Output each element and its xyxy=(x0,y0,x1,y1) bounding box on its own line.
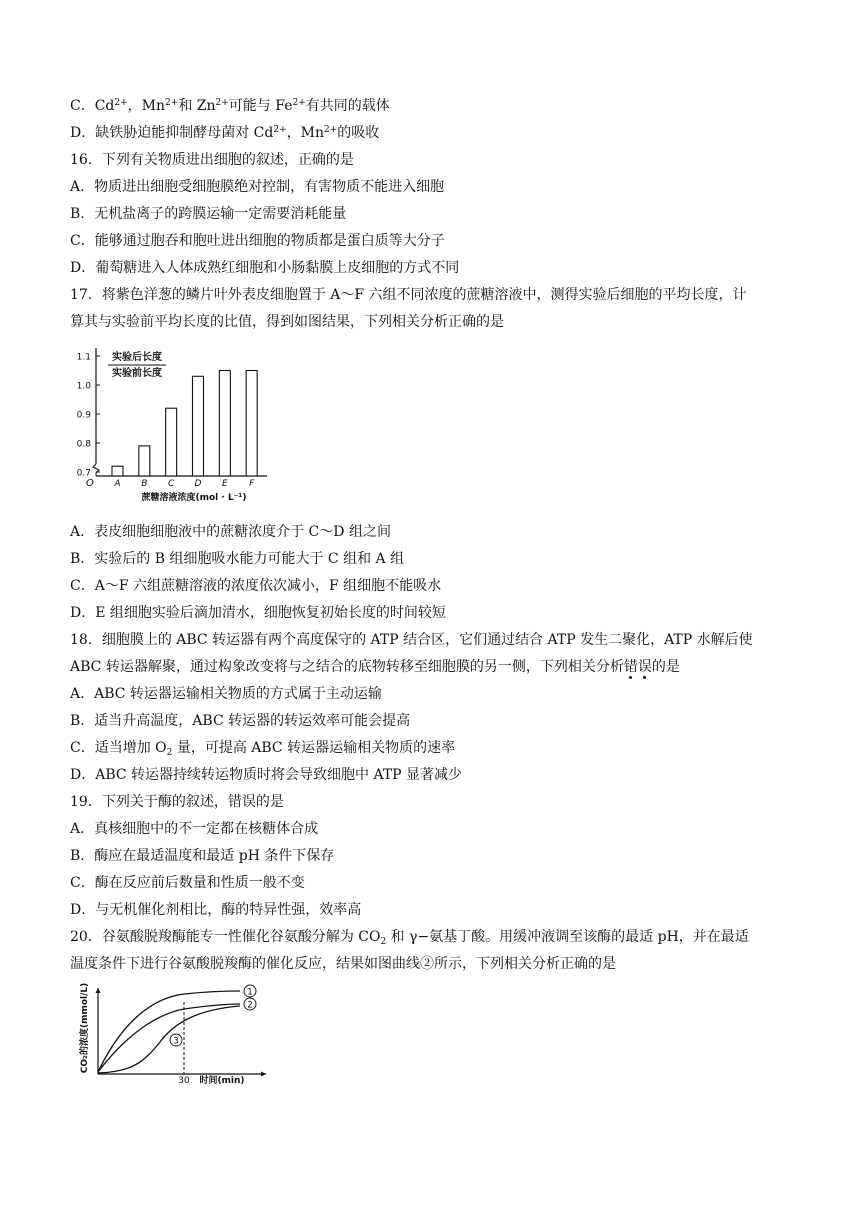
q15-option-d: D．缺铁胁迫能抑制酵母菌对 $Cd^{2+}$，$Mn^{2+}$的吸收 xyxy=(70,125,380,141)
series-3-label: 3 xyxy=(173,1036,179,1047)
legend-marker-2 xyxy=(244,998,256,1011)
q19-option-b: B．酶应在最适温度和最适 pH 条件下保存 xyxy=(70,848,335,864)
y-tick-label: 0.9 xyxy=(76,410,91,421)
series-curve-3 xyxy=(98,1006,240,1073)
y-tick-label: 0.8 xyxy=(76,439,91,450)
q17-option-d: D．E 组细胞实验后滴加清水，细胞恢复初始长度的时间较短 xyxy=(70,605,446,621)
x-category-F: F xyxy=(249,479,255,489)
series-2-label: 2 xyxy=(247,1000,253,1011)
q19-stem: 19．下列关于酶的叙述，错误的是 xyxy=(70,794,284,810)
q18-stem-line1: 18．细胞膜上的 ABC 转运器有两个高度保守的 ATP 结合区，它们通过结合 ATP 发生二聚化，ATP 水解后使 xyxy=(70,632,753,648)
x-category-A: A xyxy=(114,479,121,489)
q19-option-a: A．真核细胞中的不一定都在核糖体合成 xyxy=(70,821,319,837)
x-category-B: B xyxy=(141,479,148,489)
axis-break xyxy=(93,464,99,476)
series-1-label: 1 xyxy=(247,987,253,998)
bar-C xyxy=(166,408,177,476)
bar-A xyxy=(112,466,123,476)
bar-E xyxy=(219,371,230,477)
y-tick-label: 0.7 xyxy=(76,468,91,479)
q16-option-b: B．无机盐离子的跨膜运输一定需要消耗能量 xyxy=(70,206,347,222)
q16-stem: 16．下列有关物质进出细胞的叙述，正确的是 xyxy=(70,152,354,168)
x-mark-label: 30 xyxy=(178,1076,190,1084)
bar-B xyxy=(139,446,150,476)
q18-option-a: A．ABC 转运器运输相关物质的方式属于主动运输 xyxy=(70,686,382,702)
q18-option-d: D．ABC 转运器持续转运物质时将会导致细胞中 ATP 显著减少 xyxy=(70,767,463,783)
emphasis-char: 错 xyxy=(623,659,638,675)
co2-concentration-curve-chart xyxy=(72,982,272,1084)
q20-stem-line1: 20．谷氨酸脱羧酶能专一性催化谷氨酸分解为 $CO_2$ 和 γ−氨基丁酸。用缓冲液调至该酶的最适 pH，并在最适 xyxy=(70,929,749,947)
y-label-denominator: 实验前长度 xyxy=(112,368,162,379)
legend-marker-1 xyxy=(244,985,256,998)
emphasis-char: 误 xyxy=(637,659,652,675)
q18-stem-line2: ABC 转运器解聚，通过构象改变将与之结合的底物转移至细胞膜的另一侧，下列相关分析错误的是 xyxy=(70,659,680,675)
q17-stem-line1: 17．将紫色洋葱的鳞片叶外表皮细胞置于 A～F 六组不同浓度的蔗糖溶液中，测得实验后细胞的平均长度，计 xyxy=(70,287,747,303)
y-tick-label: 1.0 xyxy=(76,381,91,392)
q17-option-c: C．A～F 六组蔗糖溶液的浓度依次减小，F 组细胞不能吸水 xyxy=(70,578,442,594)
q19-option-c: C．酶在反应前后数量和性质一般不变 xyxy=(70,875,305,891)
x-category-E: E xyxy=(221,479,228,489)
series-curve-2 xyxy=(98,1004,240,1072)
y-label-numerator: 实验后长度 xyxy=(112,352,162,363)
y-axis-label: CO₂的浓度(mmol/L) xyxy=(80,982,90,1074)
y-axis-label xyxy=(108,350,166,379)
q17-option-a: A．表皮细胞细胞液中的蔗糖浓度介于 C～D 组之间 xyxy=(70,524,391,540)
origin-label: O xyxy=(86,478,94,489)
y-tick-label: 1.1 xyxy=(76,352,91,363)
legend-marker-3 xyxy=(170,1034,182,1047)
bar-D xyxy=(193,376,204,476)
q16-option-d: D．葡萄糖进入人体成熟红细胞和小肠黏膜上皮细胞的方式不同 xyxy=(70,260,460,276)
q19-option-d: D．与无机催化剂相比，酶的特异性强，效率高 xyxy=(70,902,362,918)
bar-chart-length-ratio xyxy=(62,342,282,504)
x-axis-label: 时间(min) xyxy=(199,1076,245,1084)
q18-option-c: C．适当增加 $O_2$ 量，可提高 ABC 转运器运输相关物质的速率 xyxy=(70,740,456,758)
bars xyxy=(112,371,257,477)
x-category-C: C xyxy=(168,479,175,489)
q20-stem-line2: 温度条件下进行谷氨酸脱羧酶的催化反应，结果如图曲线②所示，下列相关分析正确的是 xyxy=(70,956,616,972)
bar-F xyxy=(246,371,257,477)
q16-option-a: A．物质进出细胞受细胞膜绝对控制，有害物质不能进入细胞 xyxy=(70,179,445,195)
q17-stem-line2: 算其与实验前平均长度的比值，得到如图结果，下列相关分析正确的是 xyxy=(70,314,504,330)
q18-option-b: B．适当升高温度，ABC 转运器的转运效率可能会提高 xyxy=(70,713,411,729)
q16-option-c: C．能够通过胞吞和胞吐进出细胞的物质都是蛋白质等大分子 xyxy=(70,233,445,249)
y-axis-arrow xyxy=(96,988,101,993)
q15-option-c: C．$Cd^{2+}$，$Mn^{2+}$和 $Zn^{2+}$可能与 $Fe^{2+}$有共同的载体 xyxy=(70,98,390,114)
x-axis-arrow xyxy=(261,1072,266,1077)
x-category-labels xyxy=(113,479,255,489)
x-axis-label: 蔗糖溶液浓度(mol · L⁻¹) xyxy=(141,493,247,503)
x-category-D: D xyxy=(194,479,202,489)
q17-option-b: B．实验后的 B 组细胞吸水能力可能大于 C 组和 A 组 xyxy=(70,551,405,567)
